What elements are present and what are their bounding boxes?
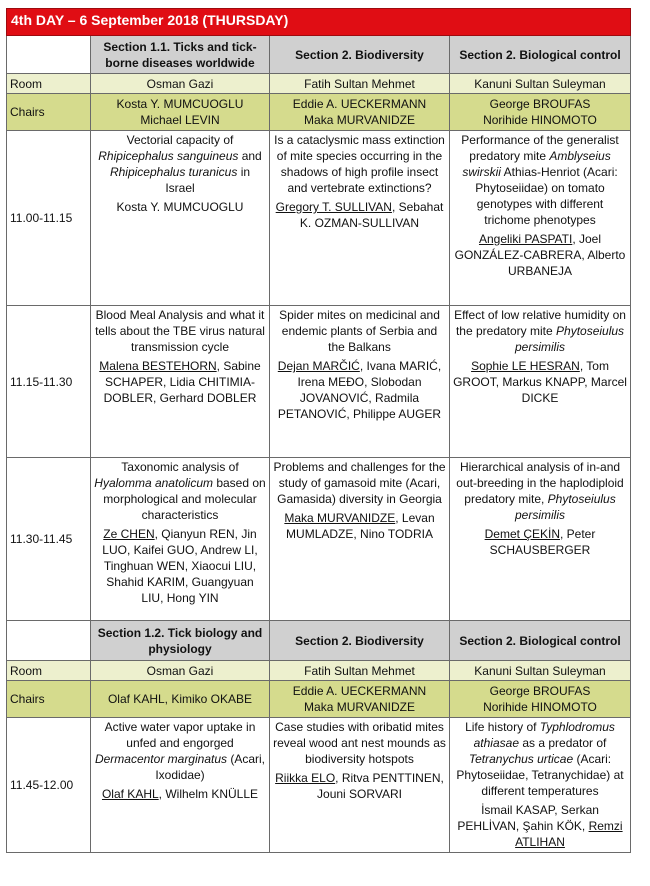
chair-names (91, 94, 270, 131)
chairs-label: Chairs (7, 94, 91, 131)
chair-name: Maka MURVANIDZE (304, 700, 415, 714)
talk-authors: Demet ÇEKİN, Peter SCHAUSBERGER (484, 527, 596, 557)
talk-title: Vectorial capacity of Rhipicephalus sanguineus and Rhipicephalus turanicus in Israel (98, 133, 262, 195)
time-slot-row (7, 458, 631, 621)
header-blank-cell (7, 621, 91, 661)
talk-cell (91, 131, 270, 306)
talk-title: Case studies with oribatid mites reveal wood ant nest mounds as biodiversity hotspots (273, 720, 446, 766)
talk-authors: Maka MURVANIDZE, Levan MUMLADZE, Nino TODRIA (284, 511, 435, 541)
room-name: Kanuni Sultan Suleyman (450, 661, 631, 681)
talk-cell (450, 458, 631, 621)
section-header: Section 2. Biodiversity (270, 621, 450, 661)
room-name: Osman Gazi (91, 74, 270, 94)
slot-time: 11.00-11.15 (7, 131, 91, 306)
talk-title: Spider mites on medicinal and endemic plants of Serbia and the Balkans (279, 308, 440, 354)
chair-name: Norihide HINOMOTO (483, 700, 597, 714)
talk-authors: İsmail KASAP, Serkan PEHLİVAN, Şahin KÖK, Remzi ATLIHAN (457, 803, 623, 849)
time-slot-row (7, 306, 631, 458)
talk-authors: Kosta Y. MUMCUOGLU (116, 200, 244, 214)
chair-names (270, 94, 450, 131)
chair-name: George BROUFAS (489, 684, 591, 698)
room-name: Kanuni Sultan Suleyman (450, 74, 631, 94)
talk-cell (270, 131, 450, 306)
session-block-1 (7, 36, 631, 621)
chair-name: Olaf KAHL, Kimiko OKABE (107, 692, 253, 706)
program-sheet (6, 8, 630, 853)
section-header: Section 1.2. Tick biology and physiology (91, 621, 270, 661)
section-header: Section 2. Biodiversity (270, 36, 450, 74)
session-block-2 (7, 621, 631, 853)
room-label: Room (7, 74, 91, 94)
room-name: Fatih Sultan Mehmet (270, 74, 450, 94)
talk-cell (450, 306, 631, 458)
talk-title: Taxonomic analysis of Hyalomma anatolicum based on morphological and molecular characteristics (94, 460, 266, 522)
header-blank-cell (7, 36, 91, 74)
schedule-table (6, 8, 631, 853)
talk-title: Problems and challenges for the study of gamasoid mite (Acari, Gamasida) diversity in Georgia (273, 460, 446, 506)
section-header: Section 2. Biological control (450, 621, 631, 661)
talk-title: Life history of Typhlodromus athiasae as a predator of Tetranychus urticae (Acari: Phytoseiidae, Tetranychidae) at different temperatures (456, 720, 624, 798)
section-header: Section 2. Biological control (450, 36, 631, 74)
talk-title: Active water vapor uptake in unfed and engorged Dermacentor marginatus (Acari, Ixodidae) (94, 720, 266, 782)
talk-authors: Dejan MARČIĆ, Ivana MARIĆ, Irena MEĐO, Slobodan JOVANOVIĆ, Radmila PETANOVIĆ, Philippe AUGER (277, 359, 442, 421)
chair-name: Eddie A. UECKERMANN (292, 684, 427, 698)
talk-cell (91, 306, 270, 458)
talk-authors: Gregory T. SULLIVAN, Sebahat K. OZMAN-SULLIVAN (275, 200, 444, 230)
chair-names (450, 94, 631, 131)
room-label: Room (7, 661, 91, 681)
day-title (7, 9, 631, 36)
talk-title: Performance of the generalist predatory mite Amblyseius swirskii Athias-Henriot (Acari: Phytoseiidae) on tomato genotypes with different trichome phenotypes (461, 133, 619, 227)
talk-authors: Ze CHEN, Qianyun REN, Jin LUO, Kaifei GUO, Andrew LI, Tinghuan WEN, Xiaocui LIU, Shahid KARIM, Guangyuan LIU, Hong YIN (102, 527, 258, 605)
slot-time: 11.45-12.00 (7, 718, 91, 853)
section-header: Section 1.1. Ticks and tick-borne diseases worldwide (91, 36, 270, 74)
talk-authors: Angeliki PASPATI, Joel GONZÁLEZ-CABRERA, Alberto URBANEJA (454, 232, 626, 278)
chair-name: Kosta Y. MUMCUOGLU (116, 97, 244, 111)
chair-names (270, 681, 450, 718)
day-title-text: 4th DAY – 6 September 2018 (THURSDAY) (11, 12, 289, 28)
chair-names (91, 681, 270, 718)
chair-name: Eddie A. UECKERMANN (292, 97, 427, 111)
chair-name: Maka MURVANIDZE (304, 113, 415, 127)
chair-name: Norihide HINOMOTO (483, 113, 597, 127)
chair-name: Michael LEVIN (140, 113, 220, 127)
time-slot-row (7, 718, 631, 853)
slot-time: 11.15-11.30 (7, 306, 91, 458)
talk-cell (91, 718, 270, 853)
talk-cell (91, 458, 270, 621)
talk-authors: Sophie LE HESRAN, Tom GROOT, Markus KNAPP, Marcel DICKE (453, 359, 627, 405)
talk-title: Is a cataclysmic mass extinction of mite species occurring in the shadows of high profile insect and vertebrate extinctions? (274, 133, 445, 195)
talk-authors: Riikka ELO, Ritva PENTTINEN, Jouni SORVARI (275, 771, 444, 801)
talk-cell (270, 306, 450, 458)
talk-title: Blood Meal Analysis and what it tells about the TBE virus natural transmission cycle (95, 308, 265, 354)
slot-time: 11.30-11.45 (7, 458, 91, 621)
talk-cell (450, 131, 631, 306)
talk-cell (270, 458, 450, 621)
chair-names (450, 681, 631, 718)
room-name: Osman Gazi (91, 661, 270, 681)
talk-authors: Olaf KAHL, Wilhelm KNÜLLE (101, 787, 259, 801)
talk-authors: Malena BESTEHORN, Sabine SCHAPER, Lidia CHITIMIA-DOBLER, Gerhard DOBLER (99, 359, 261, 405)
room-name: Fatih Sultan Mehmet (270, 661, 450, 681)
talk-cell (450, 718, 631, 853)
talk-title: Effect of low relative humidity on the predatory mite Phytoseiulus persimilis (454, 308, 626, 354)
chairs-label: Chairs (7, 681, 91, 718)
time-slot-row (7, 131, 631, 306)
talk-cell (270, 718, 450, 853)
chair-name: George BROUFAS (489, 97, 591, 111)
talk-title: Hierarchical analysis of in-and out-breeding in the haplodiploid predatory mite, Phytoseiulus persimilis (456, 460, 624, 522)
